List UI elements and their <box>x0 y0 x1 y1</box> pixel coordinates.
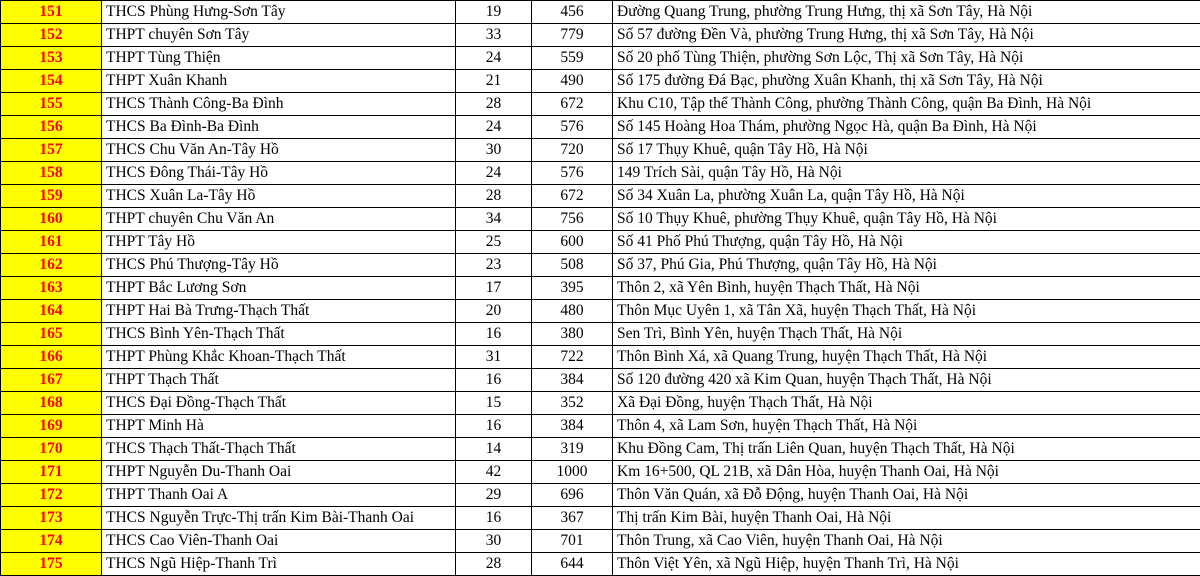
student-count-cell: 701 <box>532 530 613 553</box>
table-row <box>1 1 1200 24</box>
row-index-cell: 160 <box>1 208 102 231</box>
address-cell: Xã Đại Đồng, huyện Thạch Thất, Hà Nội <box>613 392 1200 415</box>
student-count-cell: 456 <box>532 1 613 24</box>
school-name-cell: THCS Chu Văn An-Tây Hồ <box>102 139 456 162</box>
school-name-cell: THCS Đông Thái-Tây Hồ <box>102 162 456 185</box>
school-name-cell: THPT Minh Hà <box>102 415 456 438</box>
class-count-cell: 29 <box>456 484 532 507</box>
table-row <box>1 70 1200 93</box>
address-cell: Thôn Bình Xá, xã Quang Trung, huyện Thạch Thất, Hà Nội <box>613 346 1200 369</box>
row-index-cell: 163 <box>1 277 102 300</box>
class-count-cell: 24 <box>456 47 532 70</box>
class-count-cell: 19 <box>456 1 532 24</box>
table-row <box>1 300 1200 323</box>
table-row <box>1 346 1200 369</box>
student-count-cell: 384 <box>532 415 613 438</box>
address-cell: 149 Trích Sài, quận Tây Hồ, Hà Nội <box>613 162 1200 185</box>
student-count-cell: 480 <box>532 300 613 323</box>
address-cell: Thôn 4, xã Lam Sơn, huyện Thạch Thất, Hà Nội <box>613 415 1200 438</box>
class-count-cell: 21 <box>456 70 532 93</box>
table-row <box>1 369 1200 392</box>
school-name-cell: THPT chuyên Sơn Tây <box>102 24 456 47</box>
row-index-cell: 174 <box>1 530 102 553</box>
school-name-cell: THPT Hai Bà Trưng-Thạch Thất <box>102 300 456 323</box>
student-count-cell: 395 <box>532 277 613 300</box>
table-row <box>1 231 1200 254</box>
row-index-cell: 168 <box>1 392 102 415</box>
school-name-cell: THCS Thạch Thất-Thạch Thất <box>102 438 456 461</box>
table-row <box>1 323 1200 346</box>
table-row <box>1 24 1200 47</box>
address-cell: Số 175 đường Đá Bạc, phường Xuân Khanh, thị xã Sơn Tây, Hà Nội <box>613 70 1200 93</box>
row-index-cell: 158 <box>1 162 102 185</box>
student-count-cell: 352 <box>532 392 613 415</box>
address-cell: Km 16+500, QL 21B, xã Dân Hòa, huyện Thanh Oai, Hà Nội <box>613 461 1200 484</box>
table-row <box>1 162 1200 185</box>
class-count-cell: 34 <box>456 208 532 231</box>
school-name-cell: THCS Phú Thượng-Tây Hồ <box>102 254 456 277</box>
row-index-cell: 175 <box>1 553 102 576</box>
school-name-cell: THPT Xuân Khanh <box>102 70 456 93</box>
address-cell: Thôn Trung, xã Cao Viên, huyện Thanh Oai, Hà Nội <box>613 530 1200 553</box>
student-count-cell: 756 <box>532 208 613 231</box>
student-count-cell: 672 <box>532 93 613 116</box>
class-count-cell: 42 <box>456 461 532 484</box>
student-count-cell: 319 <box>532 438 613 461</box>
address-cell: Số 17 Thụy Khuê, quận Tây Hồ, Hà Nội <box>613 139 1200 162</box>
class-count-cell: 28 <box>456 553 532 576</box>
student-count-cell: 720 <box>532 139 613 162</box>
school-name-cell: THCS Bình Yên-Thạch Thất <box>102 323 456 346</box>
student-count-cell: 380 <box>532 323 613 346</box>
school-name-cell: THPT Thanh Oai A <box>102 484 456 507</box>
address-cell: Thôn 2, xã Yên Bình, huyện Thạch Thất, Hà Nội <box>613 277 1200 300</box>
student-count-cell: 644 <box>532 553 613 576</box>
student-count-cell: 559 <box>532 47 613 70</box>
table-body <box>1 1 1200 576</box>
table-row <box>1 254 1200 277</box>
address-cell: Thôn Văn Quán, xã Đỗ Động, huyện Thanh Oai, Hà Nội <box>613 484 1200 507</box>
class-count-cell: 24 <box>456 162 532 185</box>
school-name-cell: THCS Xuân La-Tây Hồ <box>102 185 456 208</box>
student-count-cell: 508 <box>532 254 613 277</box>
student-count-cell: 384 <box>532 369 613 392</box>
address-cell: Số 20 phố Tùng Thiện, phường Sơn Lộc, Thị xã Sơn Tây, Hà Nội <box>613 47 1200 70</box>
row-index-cell: 173 <box>1 507 102 530</box>
class-count-cell: 28 <box>456 185 532 208</box>
class-count-cell: 28 <box>456 93 532 116</box>
student-count-cell: 576 <box>532 116 613 139</box>
row-index-cell: 154 <box>1 70 102 93</box>
class-count-cell: 16 <box>456 415 532 438</box>
row-index-cell: 162 <box>1 254 102 277</box>
address-cell: Số 37, Phú Gia, Phú Thượng, quận Tây Hồ, Hà Nội <box>613 254 1200 277</box>
row-index-cell: 172 <box>1 484 102 507</box>
row-index-cell: 159 <box>1 185 102 208</box>
class-count-cell: 23 <box>456 254 532 277</box>
table-row <box>1 139 1200 162</box>
student-count-cell: 672 <box>532 185 613 208</box>
school-name-cell: THPT Tây Hồ <box>102 231 456 254</box>
address-cell: Thôn Mục Uyên 1, xã Tân Xã, huyện Thạch Thất, Hà Nội <box>613 300 1200 323</box>
student-count-cell: 722 <box>532 346 613 369</box>
table-row <box>1 530 1200 553</box>
class-count-cell: 24 <box>456 116 532 139</box>
address-cell: Thị trấn Kim Bài, huyện Thanh Oai, Hà Nội <box>613 507 1200 530</box>
school-name-cell: THPT Bắc Lương Sơn <box>102 277 456 300</box>
table-row <box>1 185 1200 208</box>
school-name-cell: THPT Thạch Thất <box>102 369 456 392</box>
row-index-cell: 151 <box>1 1 102 24</box>
student-count-cell: 367 <box>532 507 613 530</box>
address-cell: Sen Trì, Bình Yên, huyện Thạch Thất, Hà Nội <box>613 323 1200 346</box>
row-index-cell: 161 <box>1 231 102 254</box>
table-row <box>1 461 1200 484</box>
row-index-cell: 165 <box>1 323 102 346</box>
row-index-cell: 171 <box>1 461 102 484</box>
address-cell: Số 120 đường 420 xã Kim Quan, huyện Thạch Thất, Hà Nội <box>613 369 1200 392</box>
class-count-cell: 30 <box>456 139 532 162</box>
table-row <box>1 116 1200 139</box>
table-row <box>1 392 1200 415</box>
table-row <box>1 484 1200 507</box>
table-row <box>1 415 1200 438</box>
class-count-cell: 31 <box>456 346 532 369</box>
school-name-cell: THCS Ba Đình-Ba Đình <box>102 116 456 139</box>
address-cell: Số 145 Hoàng Hoa Thám, phường Ngọc Hà, quận Ba Đình, Hà Nội <box>613 116 1200 139</box>
class-count-cell: 15 <box>456 392 532 415</box>
row-index-cell: 166 <box>1 346 102 369</box>
class-count-cell: 33 <box>456 24 532 47</box>
row-index-cell: 157 <box>1 139 102 162</box>
table-row <box>1 507 1200 530</box>
student-count-cell: 490 <box>532 70 613 93</box>
table-row <box>1 438 1200 461</box>
row-index-cell: 155 <box>1 93 102 116</box>
school-name-cell: THCS Ngũ Hiệp-Thanh Trì <box>102 553 456 576</box>
class-count-cell: 30 <box>456 530 532 553</box>
row-index-cell: 169 <box>1 415 102 438</box>
address-cell: Số 41 Phố Phú Thượng, quận Tây Hồ, Hà Nội <box>613 231 1200 254</box>
school-name-cell: THPT Phùng Khắc Khoan-Thạch Thất <box>102 346 456 369</box>
address-cell: Khu Đồng Cam, Thị trấn Liên Quan, huyện Thạch Thất, Hà Nội <box>613 438 1200 461</box>
school-name-cell: THPT Nguyễn Du-Thanh Oai <box>102 461 456 484</box>
class-count-cell: 25 <box>456 231 532 254</box>
address-cell: Số 10 Thụy Khuê, phường Thụy Khuê, quận Tây Hồ, Hà Nội <box>613 208 1200 231</box>
school-name-cell: THPT Tùng Thiện <box>102 47 456 70</box>
row-index-cell: 153 <box>1 47 102 70</box>
school-name-cell: THCS Nguyễn Trực-Thị trấn Kim Bài-Thanh Oai <box>102 507 456 530</box>
class-count-cell: 20 <box>456 300 532 323</box>
class-count-cell: 17 <box>456 277 532 300</box>
school-name-cell: THCS Đại Đồng-Thạch Thất <box>102 392 456 415</box>
row-index-cell: 156 <box>1 116 102 139</box>
student-count-cell: 576 <box>532 162 613 185</box>
class-count-cell: 16 <box>456 507 532 530</box>
student-count-cell: 696 <box>532 484 613 507</box>
row-index-cell: 152 <box>1 24 102 47</box>
school-name-cell: THCS Thành Công-Ba Đình <box>102 93 456 116</box>
address-cell: Đường Quang Trung, phường Trung Hưng, thị xã Sơn Tây, Hà Nội <box>613 1 1200 24</box>
address-cell: Số 34 Xuân La, phường Xuân La, quận Tây Hồ, Hà Nội <box>613 185 1200 208</box>
school-name-cell: THCS Phùng Hưng-Sơn Tây <box>102 1 456 24</box>
class-count-cell: 16 <box>456 323 532 346</box>
student-count-cell: 779 <box>532 24 613 47</box>
address-cell: Số 57 đường Đền Và, phường Trung Hưng, thị xã Sơn Tây, Hà Nội <box>613 24 1200 47</box>
class-count-cell: 14 <box>456 438 532 461</box>
school-name-cell: THPT chuyên Chu Văn An <box>102 208 456 231</box>
row-index-cell: 167 <box>1 369 102 392</box>
table-row <box>1 553 1200 576</box>
table-row <box>1 47 1200 70</box>
student-count-cell: 600 <box>532 231 613 254</box>
table-row <box>1 208 1200 231</box>
table-row <box>1 93 1200 116</box>
address-cell: Thôn Việt Yên, xã Ngũ Hiệp, huyện Thanh Trì, Hà Nội <box>613 553 1200 576</box>
address-cell: Khu C10, Tập thể Thành Công, phường Thành Công, quận Ba Đình, Hà Nội <box>613 93 1200 116</box>
table-row <box>1 277 1200 300</box>
class-count-cell: 16 <box>456 369 532 392</box>
row-index-cell: 170 <box>1 438 102 461</box>
student-count-cell: 1000 <box>532 461 613 484</box>
school-name-cell: THCS Cao Viên-Thanh Oai <box>102 530 456 553</box>
row-index-cell: 164 <box>1 300 102 323</box>
